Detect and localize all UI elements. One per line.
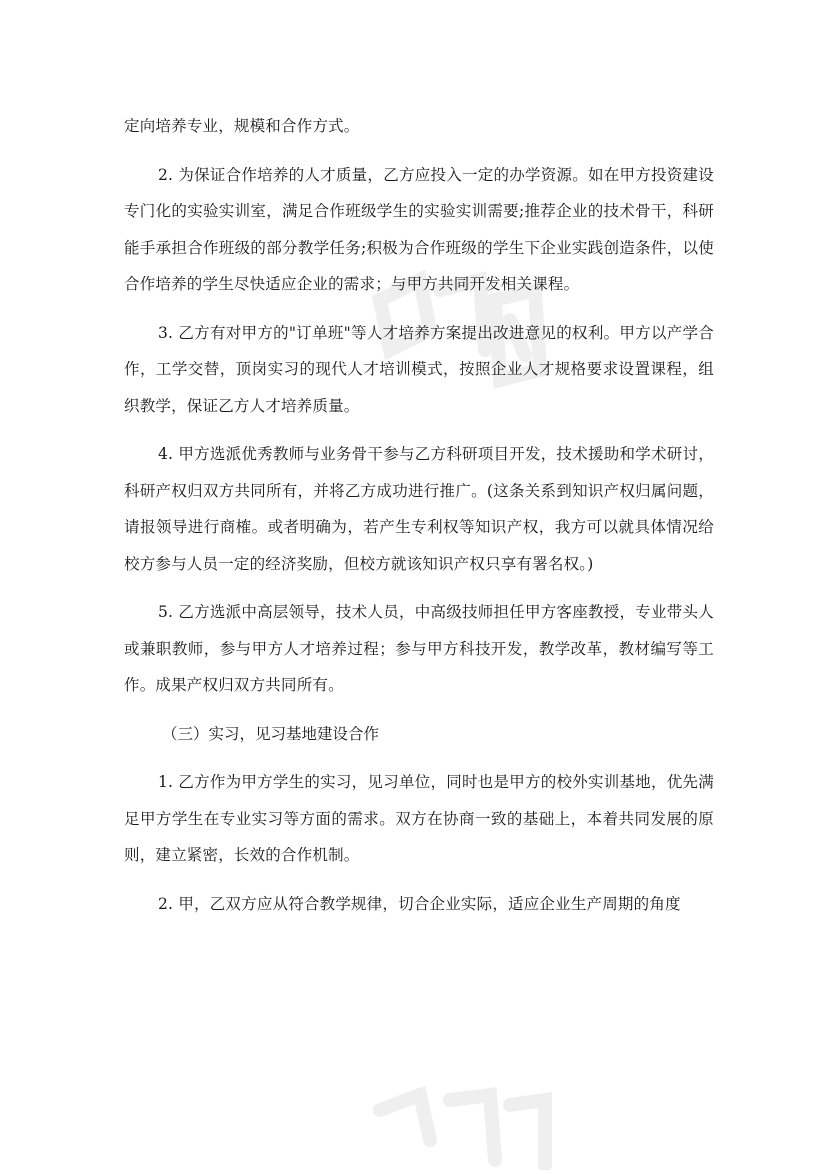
- paragraph-item-3: 3. 乙方有对甲方的"订单班"等人才培养方案提出改进意见的权利。甲方以产学合作，工学交替，顶岗实习的现代人才培训模式，按照企业人才规格要求设置课程，组织教学，保证乙方人才培养质量。: [124, 323, 714, 415]
- paragraph-item-2: 2. 为保证合作培养的人才质量，乙方应投入一定的办学资源。如在甲方投资建设专门化的实验实训室，满足合作班级学生的实验实训需要;推荐企业的技术骨干，科研能手承担合作班级的部分教学任务;积极为合作班级的学生下企业实践创造条件，以使合作培养的学生尽快适应企业的需求；与甲方共同开发相关课程。: [124, 165, 714, 293]
- section-heading: （三）实习，见习基地建设合作: [162, 724, 380, 743]
- paragraph-continuation: 定向培养专业，规模和合作方式。: [124, 117, 360, 135]
- paragraph-item-1: 1. 乙方作为甲方学生的实习，见习单位，同时也是甲方的校外实训基地，优先满足甲方学生在专业实习等方面的需求。双方在协商一致的基础上，本着共同发展的原则，建立紧密，长效的合作机制。: [124, 773, 714, 864]
- paragraph-item-5: 5. 乙方选派中高层领导，技术人员，中高级技师担任甲方客座教授，专业带头人或兼职教师，参与甲方人才培养过程；参与甲方科技开发，教学改革，教材编写等工作。成果产权归双方共同所有。: [124, 603, 714, 694]
- document-body: [124, 108, 714, 934]
- paragraph-item-4: 4. 甲方选派优秀教师与业务骨干参与乙方科研项目开发，技术援助和学术研讨，科研产权归双方共同所有，并将乙方成功进行推广。(这条关系到知识产权归属问题，请报领导进行商榷。或者明确为，若产生专利权等知识产权，我方可以就具体情况给校方参与人员一定的经济奖励，但校方就该知识产权只享有署名权。): [124, 445, 714, 573]
- watermark-logo-bottom-icon: [360, 1080, 560, 1170]
- paragraph-item-2b: 2. 甲，乙双方应从符合教学规律，切合企业实际，适应企业生产周期的角度: [158, 894, 681, 913]
